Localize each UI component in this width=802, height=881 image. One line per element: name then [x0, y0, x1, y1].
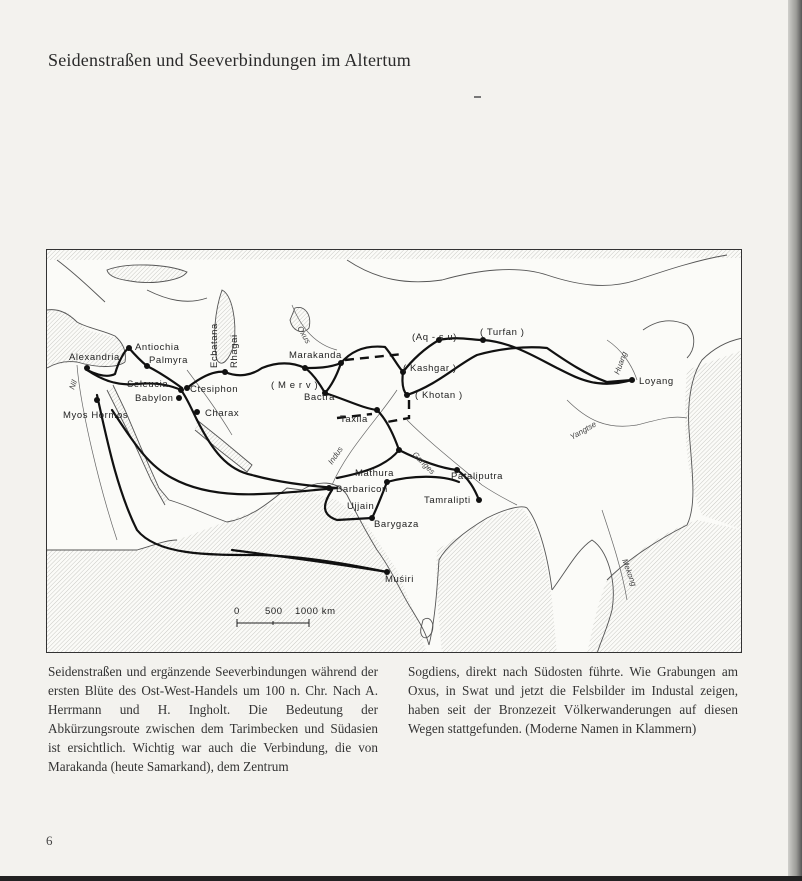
label-river-mekong: Mekong [620, 557, 639, 588]
label-loyang: Loyang [639, 376, 674, 387]
sea-areas [47, 250, 742, 653]
map-canvas [47, 250, 742, 653]
label-myos-hormos: Myos Hormos [63, 410, 129, 421]
page-number: 6 [46, 833, 53, 848]
route-taxila-mathura [377, 410, 399, 450]
city-loyang [629, 377, 635, 383]
label-palmyra: Palmyra [149, 355, 189, 366]
city-babylon [176, 395, 182, 401]
caption-left-column: Seidenstraßen und ergänzende Seeverbindungen während der ersten Blüte des Ost-West-Handels um 100 n. Chr. Nach A. Herrmann und H. Ingholt. Die Bedeutung der Abkürzungsroute zwischen dem Tarimbecken und Südasien ist ersichtlich. Wichtig war auch die Verbindung, die von Marakanda (heute Samarkand), dem Zentrum [48, 664, 378, 774]
route-ujjain-tamralipti [387, 477, 459, 482]
scale-label-1000: 1000 km [295, 606, 336, 617]
label-ecbatana: Ecbatana [209, 323, 220, 368]
city-mathura [396, 447, 402, 453]
route-merv-marakanda [305, 363, 341, 368]
city-taxila [374, 407, 380, 413]
city-ecbatana [222, 369, 228, 375]
city-barbaricon [326, 485, 332, 491]
city-myos-hormos [94, 397, 100, 403]
city-khotan [404, 392, 410, 398]
indian-ocean [47, 490, 427, 653]
label-river-yangtze: Yangtse [568, 419, 598, 442]
label-marakanda: Marakanda [289, 350, 342, 361]
city-antiochia [126, 345, 132, 351]
label-river-oxus: Oxus [295, 324, 313, 346]
black-sea [107, 265, 187, 283]
city-merv [302, 365, 308, 371]
label-taxila: Taxila [340, 414, 368, 425]
label-mathura: Mathura [355, 468, 395, 479]
label-barygaza: Barygaza [374, 519, 419, 530]
label-tamralipti: Tamralipti [424, 495, 471, 506]
label-antiochia: Antiochia [135, 342, 180, 353]
label-babylon: Babylon [135, 393, 174, 404]
label-khotan: ( Khotan ) [415, 390, 463, 401]
page-title: Seidenstraßen und Seeverbindungen im Altertum [48, 50, 411, 70]
south-china-sea [587, 520, 742, 653]
label-river-indus: Indus [326, 444, 345, 467]
persian-gulf [195, 420, 252, 472]
label-kashgar: ( Kashgar ) [403, 363, 457, 374]
label-river-huang: Huang [612, 350, 629, 376]
map-figure [46, 249, 742, 653]
label-charax: Charax [205, 408, 240, 419]
label-bactra: Bactra [304, 392, 336, 403]
city-tamralipti [476, 497, 482, 503]
label-ujjain: Ujjain [347, 501, 375, 512]
label-turfan: ( Turfan ) [480, 327, 525, 338]
label-aqsu: (Aq - s u) [412, 332, 458, 343]
scale-label-500: 500 [265, 606, 283, 617]
city-seleucia [178, 387, 184, 393]
label-pataliputra: Pataliputra [451, 471, 504, 482]
city-charax [194, 409, 200, 415]
route-turfan-loyang [483, 340, 632, 384]
label-river-nil: Nil [67, 378, 80, 391]
label-musiri: Muśiri [385, 574, 414, 585]
label-merv: ( M e r v ) [271, 380, 319, 391]
decorative-dash [474, 96, 481, 98]
route-dashed-khotan-taxila [387, 400, 409, 422]
label-rhagai: Rhagai [229, 334, 240, 368]
route-sea-charax-barbaricon [197, 420, 337, 488]
route-kashgar-khotan [402, 372, 407, 395]
bay-of-bengal [436, 508, 557, 653]
label-river-ganges: Ganges [410, 450, 437, 477]
label-seleucia: Seleucia [127, 379, 169, 390]
page-edge-shadow [788, 0, 802, 881]
label-ctesiphon: Ctesiphon [190, 384, 239, 395]
label-barbaricon: Barbaricon [336, 484, 388, 495]
label-alexandria: Alexandria [69, 352, 120, 363]
page-bottom-edge [0, 876, 802, 881]
north-edge [47, 250, 742, 260]
scale-label-0: 0 [234, 606, 240, 617]
city-alexandria [84, 365, 90, 371]
caption-right-column: Sogdiens, direkt nach Südosten führte. Wie Grabungen am Oxus, in Swat und jetzt die Felsbilder im Industal zeigen, haben seit der Bronzezeit Völkerwanderungen auf diesen Wegen stattgefunden. (Moderne Namen in Klammern) [408, 664, 738, 736]
